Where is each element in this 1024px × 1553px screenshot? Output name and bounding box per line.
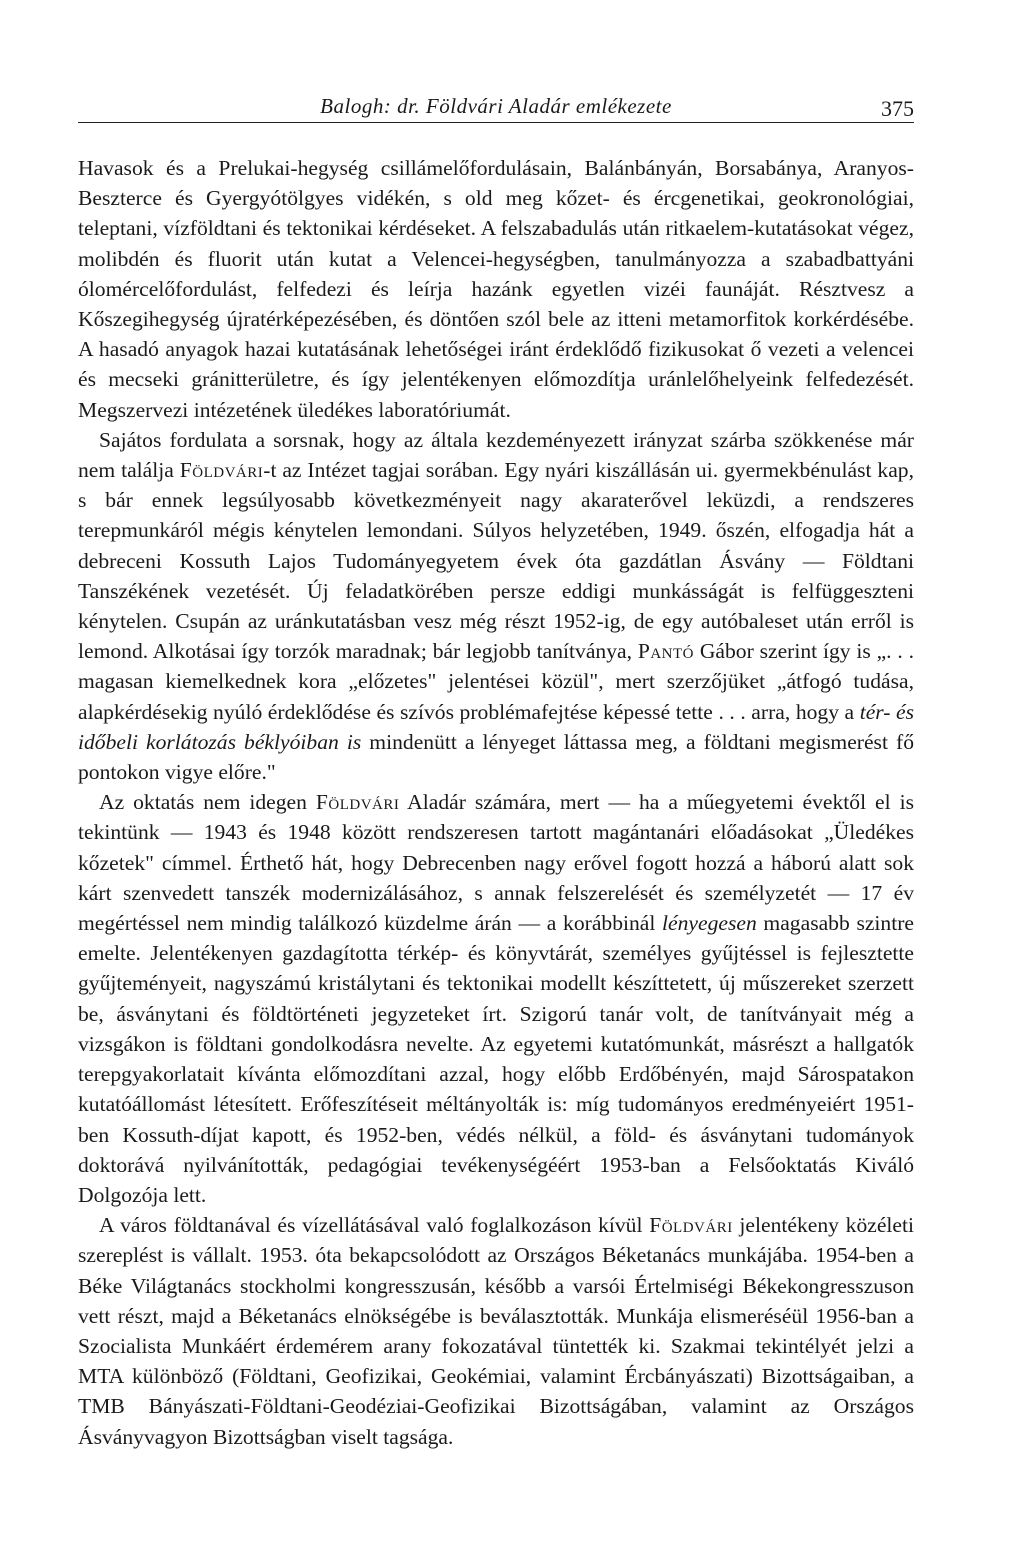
paragraph-3-text: Aladár számára, mert — ha a műegyetemi évektől el is tekintünk — 1943 és 1948 között rendszeresen tartott magántanári előadásokat „Üledékes kőzetek" címmel. Érthető hát, hogy Debrecenben nagy erővel fogott hozzá a háború alatt sok kárt szenvedett tanszék modernizálásához, s annak felszerelését és személyzetét — 17 év megértéssel nem mindig találkozó küzdelme árán — a korábbinál [78,790,914,936]
person-name-panto: Pantó [637,639,694,664]
paragraph-2 [78,425,914,787]
running-title: Balogh: dr. Földvári Aladár emlékezete [320,94,672,118]
paragraph-4-text: A város földtanával és vízellátásával való foglalkozáson kívül [99,1213,650,1238]
paragraph-2-text: Sajátos fordulata a sorsnak, hogy az általa kezdeményezett irányzat szárba szökkenése már nem találja [78,427,914,483]
italic-emphasis: tér- és időbeli korlátozás béklyóiban is [78,699,914,754]
paragraph-3-text: magasabb szintre emelte. Jelentékenyen gazdagította térkép- és könyvtárát, személyes gyűjtéssel is fejlesztette gyűjteményeit, nagyszámú kristálytani és tektonikai modellt készíttetett, új műszereket szerzett be, ásványtani és földtörténeti jegyzeteket írt. Szigorú tanár volt, de tanítványait még a vizsgákon is földtani gondolkodásra nevelte. Az egyetemi kutatómunkát, másrészt a hallgatók terepgyakorlatait kívánta előmozdítani azzal, hogy előbb Erdőbényén, majd Sárospatakon kutatóállomást létesített. Erőfeszítéseit méltányolták is: míg tudományos eredményeiért 1951-ben Kossuth-díjat kapott, és 1952-ben, védés nélkül, a föld- és ásványtani tudományok doktorává nyilvánították, pedagógiai tevékenységéért 1953-ban a Felsőoktatás Kiváló Dolgozója lett. [78,911,914,1207]
paragraph-2-text: mindenütt a lényeget láttassa meg, a földtani megismerést fő pontokon vigye előre." [78,729,914,785]
paragraph-1-text: Havasok és a Prelukai-hegység csillámelőfordulásain, Balánbányán, Borsabánya, Aranyos-Beszterce és Gyergyótölgyes vidékén, s old meg kőzet- és ércgenetikai, geokronológiai, teleptani, vízföldtani és tektonikai kérdéseket. A felszabadulás után ritkaelem-kutatásokat végez, molibdén és fluorit után kutat a Velencei-hegységben, tanulmányozza a szabadbattyáni ólomércelőfordulást, felfedezi és leírja hazánk egyetlen vizéi faunáját. Résztvesz a Kőszegihegység újratérképezésében, és döntően szól bele az itteni metamorfitok korkérdésébe. A hasadó anyagok hazai kutatásának lehetőségei iránt érdeklődő fizikusokat ő vezeti a velencei és mecseki gránitterületre, és így jelentékenyen előmozdítja uránlelőhelyeink felfedezését. Megszervezi intézetének üledékes laboratóriumát. [78,156,914,422]
paragraph-1 [78,153,914,425]
author-name-foldvari: Földvári [315,790,400,815]
running-header [78,88,914,123]
page-number: 375 [881,96,914,121]
paragraph-2-text: Gábor szerint így is „. . . magasan kiemelkednek kora „előzetes" jelentései közül", mert szerzőjüket „átfogó tudása, alapkérdésekig nyúló érdeklődése és szívós problémafejtése képessé tette . . . arra, hogy a [78,639,914,724]
italic-emphasis: lényegesen [662,911,757,936]
paragraph-2-text: -t az Intézet tagjai sorában. Egy nyári kiszállásán ui. gyermekbénulást kap, s bár ennek legsúlyosabb következményeit nagy akaraterővel leküzdi, a rendszeres terepmunkáról mégis kénytelen lemondani. Súlyos helyzetében, 1949. őszén, elfogadja hát a debreceni Kossuth Lajos Tudományegyetem évek óta gazdátlan Ásvány — Földtani Tanszékének vezetését. Új feladatkörében persze eddigi munkásságát is felfüggeszteni kénytelen. Csupán az uránkutatásban vesz még részt 1952-ig, de egy autóbaleset után erről is lemond. Alkotásai így torzók maradnak; bár legjobb tanítványa, [78,458,914,664]
page [78,88,914,1452]
paragraph-4 [78,1210,914,1452]
paragraph-3 [78,787,914,1210]
author-name-foldvari: Földvári [179,458,264,483]
paragraph-3-text: Az oktatás nem idegen [99,790,316,815]
paragraph-4-text: jelentékeny közéleti szereplést is vállalt. 1953. óta bekapcsolódott az Országos Béketanács munkájába. 1954-ben a Béke Világtanács stockholmi kongresszusán, később a varsói Értelmiségi Békekongresszuson vett részt, majd a Béketanács elnökségébe is beválasztották. Munkája elismeréséül 1956-ban a Szocialista Munkáért érdemérem arany fokozatával tüntették ki. Szakmai tekintélyét jelzi a MTA különböző (Földtani, Geofizikai, Geokémiai, valamint Ércbányászati) Bizottságaiban, a TMB Bányászati-Földtani-Geodéziai-Geofizikai Bizottságában, valamint az Országos Ásványvagyon Bizottságban viselt tagsága. [78,1213,914,1449]
body-text [78,153,914,1452]
author-name-foldvari: Földvári [649,1213,733,1238]
